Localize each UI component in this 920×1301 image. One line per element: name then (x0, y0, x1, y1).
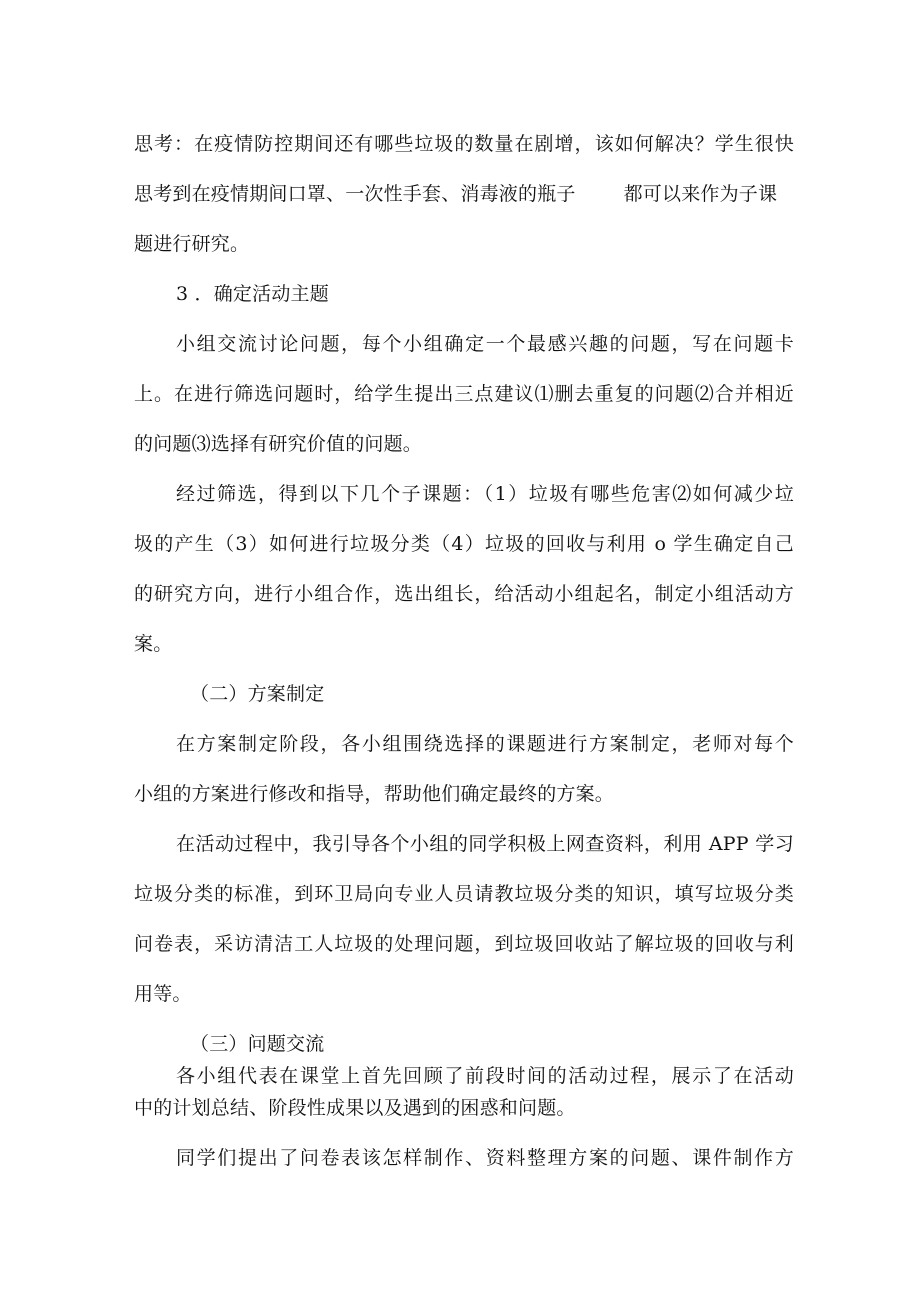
paragraph-line: 同学们提出了问卷表该怎样制作、资料整理方案的问题、课件制作方 (176, 1147, 794, 1169)
paragraph-line: 垃圾分类的标准，到环卫局向专业人员请教垃圾分类的知识，填写垃圾分类 (134, 883, 794, 905)
paragraph-line: 的问题⑶选择有研究价值的问题。 (134, 433, 423, 455)
paragraph-line: 小组的方案进行修改和指导，帮助他们确定最终的方案。 (134, 783, 615, 805)
paragraph-line: 上。在进行筛选问题时，给学生提出三点建议⑴删去重复的问题⑵合并相近 (134, 383, 794, 405)
paragraph-line: 圾的产生（3）如何进行垃圾分类（4）垃圾的回收与利用 o 学生确定自己 (134, 533, 794, 555)
paragraph-line-part: 都可以来作为子课 (623, 183, 778, 205)
paragraph-line: 思考：在疫情防控期间还有哪些垃圾的数量在剧增，该如何解决？学生很快 (134, 133, 794, 155)
section-heading: （二）方案制定 (190, 683, 325, 705)
paragraph-line: 的研究方向，进行小组合作，选出组长，给活动小组起名，制定小组活动方 (134, 583, 794, 605)
paragraph-line-part: 思考到在疫情期间口罩、一次性手套、消毒液的瓶子 (134, 183, 576, 205)
paragraph-line: 小组交流讨论问题，每个小组确定一个最感兴趣的问题，写在问题卡 (176, 333, 794, 355)
paragraph-line: 案。 (134, 633, 173, 655)
section-heading: 3 ．确定活动主题 (176, 283, 329, 305)
paragraph-line: 中的计划总结、阶段性成果以及遇到的困惑和问题。 (134, 1097, 576, 1119)
paragraph-line (134, 182, 794, 206)
paragraph-line: 题进行研究。 (134, 233, 250, 255)
paragraph-line: 在活动过程中，我引导各个小组的同学积极上网查资料，利用 APP 学习 (176, 833, 794, 855)
section-heading: （三）问题交流 (190, 1033, 325, 1055)
paragraph-line: 在方案制定阶段，各小组围绕选择的课题进行方案制定，老师对每个 (176, 733, 794, 755)
paragraph-line: 用等。 (134, 983, 192, 1005)
paragraph-line: 问卷表，采访清洁工人垃圾的处理问题，到垃圾回收站了解垃圾的回收与利 (134, 933, 794, 955)
paragraph-line: 各小组代表在课堂上首先回顾了前段时间的活动过程，展示了在活动 (176, 1065, 794, 1087)
paragraph-line: 经过筛选，得到以下几个子课题：（1）垃圾有哪些危害⑵如何减少垃 (176, 483, 794, 505)
